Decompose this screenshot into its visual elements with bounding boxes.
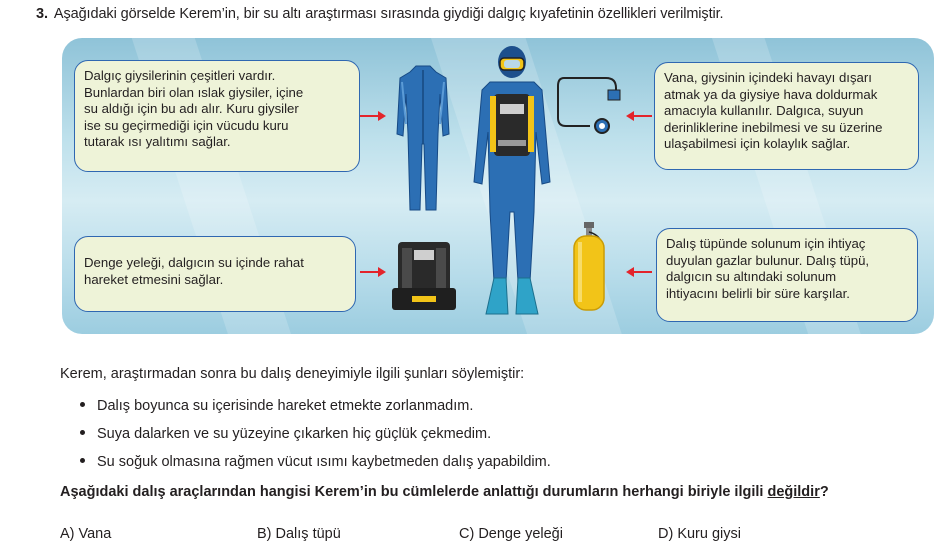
wetsuit-info-line: tutarak ısı yalıtımı sağlar. [84, 134, 231, 150]
question-number: 3. [36, 6, 48, 22]
valve-info-line: Vana, giysinin içindeki havayı dışarı [664, 70, 872, 85]
list-item [80, 452, 551, 480]
valve-icon [556, 72, 622, 136]
option-text: Denge yeleği [478, 526, 563, 542]
wetsuit-info-line: Bunlardan biri olan ıslak giysiler, içine [84, 84, 304, 100]
tank-info-line: dalgıcın su altındaki solunum [666, 269, 837, 285]
option-c[interactable] [459, 526, 563, 542]
question-header-text: Aşağıdaki görselde Kerem’in, bir su altı araştırması sırasında giydiği dalgıç kıyafetinin özellikleri verilmiştir. [53, 6, 724, 22]
wetsuit-info-line: ise su geçirmediği için vücudu kuru [84, 117, 289, 133]
arrow-right-icon [358, 264, 388, 280]
option-letter: B) [257, 526, 272, 542]
tank-info-box [656, 228, 918, 322]
dive-tank-icon [570, 222, 608, 312]
diving-figure [62, 38, 934, 334]
bcd-info-line: Denge yeleği, dalgıcın su içinde rahat [84, 255, 304, 270]
statement-list [80, 396, 551, 480]
wetsuit-info-line: Dalgıç giysilerinin çeşitleri vardır. [84, 68, 276, 83]
option-text: Dalış tüpü [275, 526, 341, 542]
tank-info-line: Dalış tüpünde solunum için ihtiyaç [666, 236, 866, 251]
valve-info-line: derinliklerine inebilmesi ve su üzerine [664, 119, 883, 135]
option-d[interactable] [658, 526, 741, 542]
wetsuit-info-line: su aldığı için bu adı alır. Kuru giysiler [84, 101, 299, 117]
wetsuit-icon [396, 64, 450, 214]
wetsuit-info-box [74, 60, 360, 172]
list-item [80, 424, 551, 452]
valve-info-line: ulaşabilmesi için kolaylık sağlar. [664, 136, 851, 152]
arrow-right-icon [358, 108, 388, 124]
question-header [36, 6, 723, 22]
bullet-icon [80, 458, 85, 463]
bcd-vest-icon [388, 238, 460, 314]
statement-text: Dalış boyunca su içerisinde hareket etmekte zorlanmadım. [97, 398, 474, 414]
option-letter: C) [459, 526, 475, 542]
valve-info-box [654, 62, 919, 170]
question-prompt [60, 484, 829, 500]
statement-text: Su soğuk olmasına rağmen vücut ısımı kaybetmeden dalış yapabildim. [97, 454, 551, 470]
arrow-left-icon [624, 108, 654, 124]
bullet-icon [80, 402, 85, 407]
option-letter: D) [658, 526, 674, 542]
arrow-left-icon [624, 264, 654, 280]
prompt-text: Aşağıdaki dalış araçlarından hangisi Kerem’in bu cümlelerde anlattığı durumların herhangi biriyle ilgili [60, 484, 768, 500]
option-text: Vana [78, 526, 112, 542]
tank-info-line: ihtiyacını belirli bir süre karşılar. [666, 285, 850, 301]
diver-icon [460, 42, 564, 318]
valve-info-line: atmak ya da giysiye hava doldurmak [664, 86, 878, 102]
option-letter: A) [60, 526, 75, 542]
tank-info-line: duyulan gazlar bulunur. Dalış tüpü, [666, 252, 870, 268]
list-item [80, 396, 551, 424]
statement-text: Suya dalarken ve su yüzeyine çıkarken hiç güçlük çekmedim. [97, 426, 492, 442]
bullet-icon [80, 430, 85, 435]
prompt-negation: değildir [767, 484, 820, 500]
valve-info-line: amacıyla kullanılır. Dalgıca, suyun [664, 103, 864, 119]
bcd-info-line: hareket etmesini sağlar. [84, 271, 224, 287]
option-text: Kuru giysi [677, 526, 741, 542]
bcd-info-box [74, 236, 356, 312]
prompt-end: ? [819, 484, 829, 500]
option-b[interactable] [257, 526, 341, 542]
option-a[interactable] [60, 526, 111, 542]
statement-intro: Kerem, araştırmadan sonra bu dalış deneyimiyle ilgili şunları söylemiştir: [60, 366, 525, 382]
